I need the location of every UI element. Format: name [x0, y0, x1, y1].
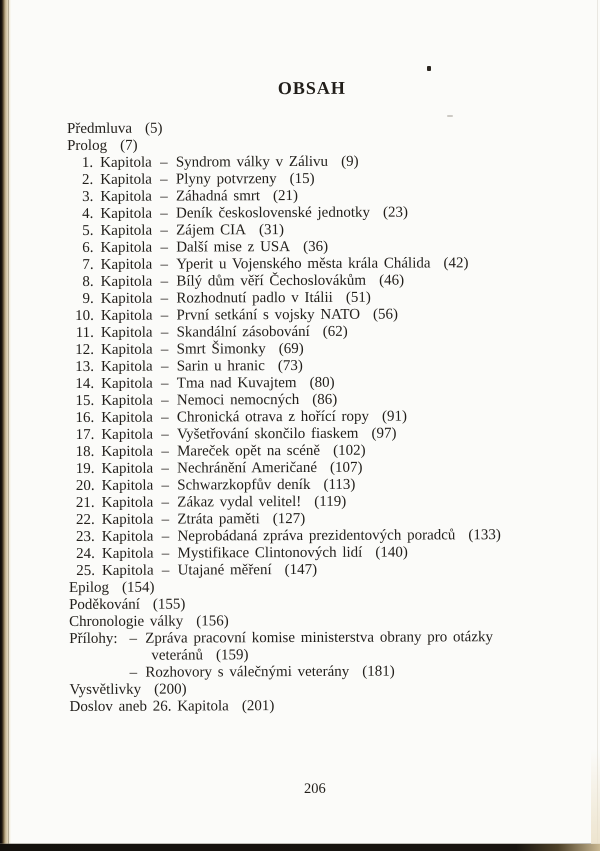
chapter-number: 18.	[75, 443, 95, 460]
entry-page: (9)	[341, 153, 359, 170]
entry-page: (154)	[121, 579, 155, 596]
entry-page: (86)	[312, 391, 338, 408]
entry-page: (156)	[196, 613, 229, 630]
dash-separator: –	[161, 426, 169, 443]
dash-separator: –	[160, 188, 168, 205]
chapter-number: 20.	[75, 477, 95, 494]
entry-page: (62)	[322, 323, 348, 340]
entry-page: (73)	[277, 357, 303, 375]
chapter-number: 22.	[75, 511, 95, 528]
dash-separator: –	[161, 545, 170, 562]
dash-separator: –	[161, 494, 170, 511]
chapter-number: 16.	[75, 409, 95, 426]
entry-page: (69)	[278, 340, 304, 358]
chapter-label: Kapitola	[100, 273, 153, 290]
entry-page: (97)	[371, 425, 397, 442]
chapter-label: Kapitola	[100, 341, 153, 358]
chapter-label: Kapitola	[101, 358, 153, 375]
chapter-number: 25.	[76, 562, 95, 579]
dash-separator: –	[160, 222, 168, 239]
entry-page: (23)	[382, 204, 409, 221]
chapter-label: Kapitola	[101, 460, 154, 477]
chapter-title: Chronická otrava z hořící ropy	[176, 408, 370, 426]
toc-entry	[69, 697, 581, 716]
entry-page: (147)	[284, 561, 318, 579]
chapter-title: Nechránění Američané	[177, 459, 318, 477]
chapter-label: Kapitola	[101, 426, 154, 443]
dash-separator: –	[160, 171, 168, 188]
chapter-label: Kapitola	[100, 222, 153, 239]
dash-separator: –	[160, 239, 168, 256]
entry-page: (7)	[120, 137, 138, 154]
entry-title: Předmluva	[66, 120, 133, 138]
dash-separator: –	[161, 562, 170, 579]
chapter-label: Kapitola	[101, 409, 153, 426]
chapter-number: 9.	[82, 290, 94, 307]
entry-page: (107)	[329, 459, 363, 476]
chapter-number: 4.	[82, 205, 94, 222]
entry-page: (133)	[468, 527, 501, 544]
dash-separator: –	[160, 375, 169, 392]
page-right-hairline	[597, 0, 598, 844]
chapter-label: Kapitola	[101, 562, 154, 579]
chapter-label: Kapitola	[100, 188, 152, 205]
chapter-number: 21.	[75, 494, 95, 511]
chapter-number: 6.	[82, 239, 94, 256]
entry-page: (15)	[289, 170, 315, 188]
chapter-title: Skandální zásobování	[176, 323, 310, 341]
appendix-title-continuation: veteránů	[151, 647, 203, 664]
entry-page: (21)	[272, 188, 299, 205]
page-right-edge-shade	[591, 749, 600, 844]
chapter-title: Rozhodnutí padlo v Itálii	[176, 289, 333, 307]
dash-separator: –	[160, 307, 169, 324]
chapter-title: Plyny potvrzeny	[175, 171, 277, 188]
entry-page: (51)	[345, 289, 371, 306]
appendix-label: Přílohy:	[69, 630, 118, 648]
chapter-title: Vyšetřování skončilo fiaskem	[176, 425, 359, 443]
chapter-title: Zákaz vydal velitel!	[177, 493, 302, 511]
chapter-title: Tma nad Kuvajtem	[176, 375, 297, 392]
entry-page: (91)	[381, 408, 408, 425]
appendix-title: Rozhovory s válečnými veterány	[145, 663, 350, 681]
entry-page: (102)	[333, 442, 366, 459]
chapter-title: Bílý dům věří Čechoslovákům	[176, 272, 367, 290]
chapter-label: Kapitola	[100, 154, 152, 171]
chapter-number: 24.	[76, 545, 95, 562]
chapter-label: Kapitola	[101, 392, 153, 409]
chapter-title: Záhadná smrt	[175, 188, 261, 205]
chapter-label: Kapitola	[101, 477, 154, 494]
chapter-number: 19.	[75, 460, 95, 477]
entry-page: (201)	[241, 698, 275, 715]
entry-page: (46)	[379, 272, 405, 289]
dash-separator: –	[161, 460, 169, 477]
appendix-title: Zpráva pracovní komise ministerstva obrany pro otázky	[145, 629, 494, 647]
dash-separator: –	[161, 528, 170, 545]
chapter-title: Mystifikace Clintonových lidí	[177, 544, 363, 562]
entry-page: (113)	[323, 476, 356, 493]
chapter-number: 12.	[75, 341, 94, 358]
dash-separator: –	[160, 358, 169, 375]
chapter-label: Kapitola	[100, 205, 153, 222]
entry-page: (119)	[314, 493, 347, 510]
entry-title: Prolog	[67, 137, 108, 155]
chapter-label: Kapitola	[101, 375, 153, 392]
dash-separator: –	[161, 409, 169, 426]
chapter-title: Schwarzkopfův deník	[177, 476, 311, 494]
chapter-title: Mareček opět na scéně	[177, 442, 321, 460]
chapter-title: Sarin u hranic	[176, 358, 265, 375]
chapter-label: Kapitola	[101, 443, 154, 460]
chapter-number: 11.	[75, 324, 94, 341]
chapter-title: Zájem CIA	[176, 222, 247, 239]
chapter-number: 10.	[75, 307, 94, 324]
entry-page: (155)	[152, 596, 186, 613]
scan-speck	[427, 66, 431, 71]
entry-title: Vysvětlivky	[69, 681, 142, 699]
chapter-number: 3.	[82, 188, 94, 205]
chapter-label: Kapitola	[101, 545, 154, 562]
chapter-title: Další mise z USA	[176, 239, 291, 256]
chapter-label: Kapitola	[100, 290, 153, 307]
dash-separator: –	[129, 630, 138, 647]
chapter-label: Kapitola	[100, 256, 153, 273]
dash-separator: –	[160, 256, 169, 273]
chapter-title: Yperit u Vojenského města krála Chálida	[176, 255, 431, 273]
scan-smudge	[447, 115, 453, 117]
dash-separator: –	[160, 273, 169, 290]
chapter-title: Deník československé jednotky	[175, 204, 371, 222]
dash-separator: –	[160, 290, 169, 307]
chapter-title: Utajané měření	[177, 562, 272, 579]
entry-page: (31)	[258, 222, 285, 239]
entry-page: (127)	[272, 510, 306, 528]
chapter-label: Kapitola	[100, 324, 153, 341]
entry-page: (159)	[215, 647, 249, 664]
entry-page: (56)	[372, 306, 399, 323]
entry-title: Epilog	[68, 579, 110, 597]
chapter-number: 17.	[75, 426, 95, 443]
entry-title: Poděkování	[69, 596, 140, 614]
chapter-label: Kapitola	[101, 494, 154, 511]
dash-separator: –	[129, 664, 138, 681]
chapter-number: 5.	[82, 222, 94, 239]
entry-page: (80)	[309, 374, 335, 391]
chapter-label: Kapitola	[101, 511, 154, 528]
book-bottom-edge	[0, 844, 600, 851]
chapter-number: 1.	[81, 154, 94, 171]
entry-page: (200)	[154, 681, 187, 698]
chapter-title: Smrt Šimonky	[176, 341, 266, 358]
entry-page: (36)	[303, 238, 329, 255]
dash-separator: –	[160, 341, 169, 358]
chapter-title: Nemoci nemocných	[176, 392, 300, 409]
chapter-title: První setkání s vojsky NATO	[176, 306, 361, 324]
dash-separator: –	[161, 392, 169, 409]
page-title: OBSAH	[277, 77, 346, 99]
chapter-label: Kapitola	[100, 171, 152, 188]
entry-page: (140)	[375, 544, 408, 561]
chapter-label: Kapitola	[100, 239, 153, 256]
dash-separator: –	[160, 205, 168, 222]
entry-title: Doslov aneb 26. Kapitola	[69, 698, 229, 716]
entry-page: (5)	[144, 120, 163, 137]
dash-separator: –	[161, 443, 169, 460]
toc-list	[0, 119, 600, 717]
book-gutter-edge	[0, 0, 11, 851]
dash-separator: –	[161, 511, 170, 528]
chapter-number: 2.	[81, 171, 94, 188]
entry-title: Chronologie války	[69, 613, 184, 631]
chapter-number: 23.	[75, 528, 95, 545]
chapter-label: Kapitola	[101, 528, 154, 545]
chapter-title: Syndrom války v Zálivu	[175, 153, 329, 171]
chapter-number: 8.	[82, 273, 94, 290]
dash-separator: –	[161, 477, 169, 494]
chapter-title: Ztráta paměti	[177, 511, 260, 528]
page-number: 206	[303, 780, 326, 797]
chapter-label: Kapitola	[100, 307, 153, 324]
chapter-number: 13.	[75, 358, 95, 375]
entry-page: (42)	[443, 255, 469, 272]
chapter-number: 7.	[82, 256, 94, 273]
chapter-number: 15.	[75, 392, 95, 409]
dash-separator: –	[160, 324, 169, 341]
chapter-title: Neprobádaná zpráva prezidentových poradců	[177, 527, 456, 545]
chapter-number: 14.	[75, 375, 95, 392]
entry-page: (181)	[362, 663, 395, 680]
dash-separator: –	[160, 154, 168, 171]
